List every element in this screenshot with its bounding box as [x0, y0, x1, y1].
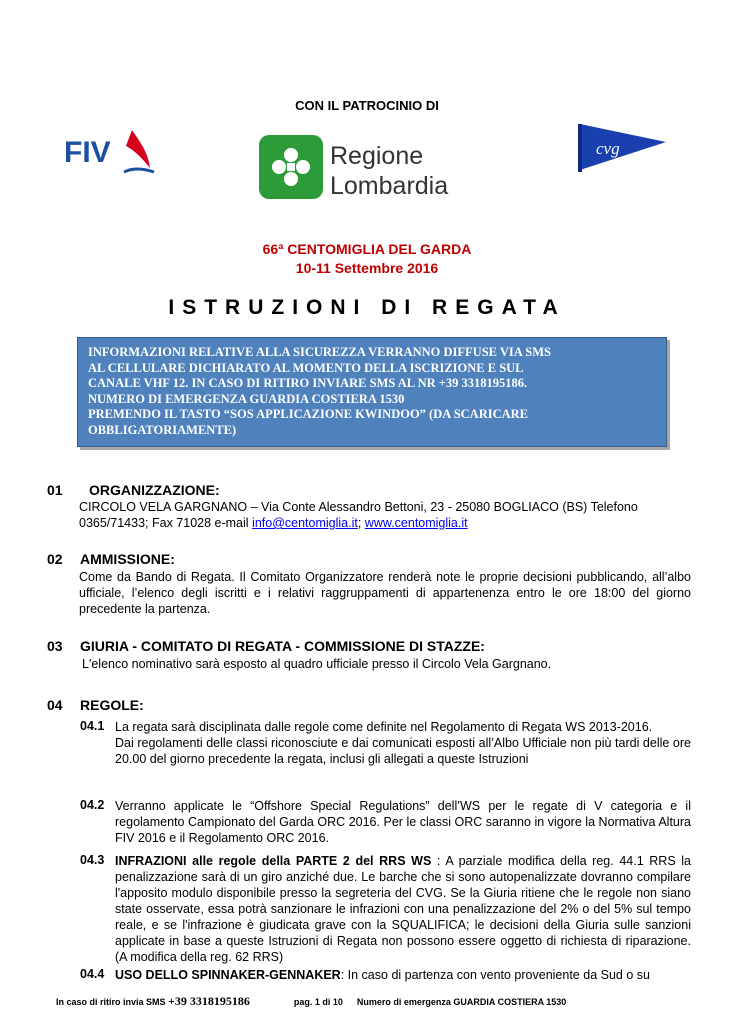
safety-info-box	[77, 337, 667, 447]
section-number: 02	[47, 551, 63, 567]
section-number: 03	[47, 638, 63, 654]
organizer-phone-fax: 0365/71433; Fax 71028 e-mail	[79, 516, 253, 530]
section-title-ammissione: AMMISSIONE:	[80, 551, 175, 567]
fiv-logo	[62, 128, 158, 176]
section-number: 01	[47, 482, 63, 498]
section-title-organizzazione: ORGANIZZAZIONE:	[89, 482, 220, 498]
cvg-logo-graphic	[576, 122, 668, 174]
cvg-logo	[576, 122, 668, 174]
rule-paragraph: La regata sarà disciplinata dalle regole come definite nel Regolamento di Regata WS 2013-2016.	[115, 720, 653, 734]
event-name: 66ª CENTOMIGLIA DEL GARDA	[262, 241, 472, 257]
organizer-contacts	[79, 515, 691, 531]
cvg-logo-text: cvg	[596, 139, 620, 158]
rule-number: 04.1	[80, 719, 105, 733]
email-link[interactable]: info@centomiglia.it	[252, 516, 358, 530]
patrocinio-label: CON IL PATROCINIO DI	[295, 98, 439, 113]
safety-info-line: CANALE VHF 12. IN CASO DI RITIRO INVIARE SMS AL NR +39 3318195186.	[88, 376, 528, 391]
rule-text-04-2: Verranno applicate le “Offshore Special Regulations” dell’WS per le regate di V categoria e il regolamento Campionato del Garda ORC 2016. Per le classi ORC saranno in vigore la Normativa Altura FIV 2016 e il Regolamento ORC 2016.	[115, 799, 691, 845]
footer-emergency: Numero di emergenza GUARDIA COSTIERA 1530	[356, 997, 567, 1007]
rule-number: 04.3	[80, 853, 105, 867]
regione-lombardia-graphic	[258, 134, 480, 202]
rule-text-04-4	[115, 967, 705, 983]
safety-info-line: NUMERO DI EMERGENZA GUARDIA COSTIERA 1530	[88, 391, 405, 406]
rule-heading: INFRAZIONI alle regole della PARTE 2 del RRS WS	[115, 854, 432, 868]
safety-info-line: INFORMAZIONI RELATIVE ALLA SICUREZZA VERRANNO DIFFUSE VIA SMS	[88, 345, 551, 359]
safety-info-text	[88, 345, 658, 439]
rule-body: : In caso di partenza con vento proveniente da Sud o su	[340, 968, 650, 982]
section-number: 04	[47, 697, 63, 713]
rule-text-04-3	[115, 853, 691, 965]
rule-number: 04.2	[80, 798, 105, 812]
contact-separator: ;	[357, 516, 365, 530]
footer-page-number: pag. 1 di 10	[293, 997, 343, 1007]
event-dates: 10-11 Settembre 2016	[295, 260, 439, 276]
section-body-ammissione: Come da Bando di Regata. Il Comitato Organizzatore renderà note le proprie decisioni pubblicando, all’albo ufficiale, l’elenco degli iscritti e i relativi raggruppamenti di appartenenza entro le ore 18:00 del giorno precedente la partenza.	[79, 570, 691, 616]
regione-logo-line2: Lombardia	[330, 172, 449, 200]
fiv-logo-text: FIV	[64, 136, 111, 169]
fiv-logo-graphic	[62, 128, 158, 176]
rule-heading: USO DELLO SPINNAKER-GENNAKER	[115, 968, 341, 982]
organizer-address: CIRCOLO VELA GARGNANO – Via Conte Alessandro Bettoni, 23 - 25080 BOGLIACO (BS) Telefono	[79, 500, 638, 514]
footer-ritiro-label: In caso di ritiro invia SMS	[56, 997, 169, 1007]
rule-text-04-1	[115, 719, 691, 767]
page-footer	[56, 994, 572, 1009]
footer-phone: +39 3318195186	[168, 994, 250, 1008]
regione-lombardia-logo	[258, 134, 480, 202]
rule-number: 04.4	[80, 967, 105, 981]
rule-paragraph: Dai regolamenti delle classi riconosciute e dai comunicati esposti all’Albo Ufficiale non più tardi delle ore 20.00 del giorno precedente la regata, inclusi gli allegati a queste Istruzioni	[115, 736, 691, 766]
section-title-giuria: GIURIA - COMITATO DI REGATA - COMMISSIONE DI STAZZE:	[80, 638, 485, 654]
section-body-organizzazione	[79, 499, 691, 531]
safety-info-line: PREMENDO IL TASTO “SOS APPLICAZIONE KWINDOO” (DA SCARICARE	[88, 407, 529, 422]
safety-info-line: AL CELLULARE DICHIARATO AL MOMENTO DELLA ISCRIZIONE E SUL	[88, 360, 524, 375]
section-body-giuria: L'elenco nominativo sarà esposto al quadro ufficiale presso il Circolo Vela Gargnano.	[82, 657, 552, 671]
document-title: ISTRUZIONI DI REGATA	[168, 296, 566, 319]
regione-logo-line1: Regione	[330, 142, 424, 170]
rule-body: : A parziale modifica della reg. 44.1 RRS la penalizzazione sarà di un giro anziché due. Le barche che si sono autopenalizzate dovranno compilare l'apposito modulo disponibile presso la segreteria del CVG. Se la Giuria ritiene che le regole non siano state osservate, essa potrà sanzionare le infrazioni con una penalizzazione del 2% o del 5% sul tempo reale, e se l'infrazione è giudicata grave con la SQUALIFICA; le decisioni della Giuria sulle sanzioni applicate in base a queste Istruzioni di Regata non possono essere oggetto di richiesta di riparazione. (A modifica della reg. 62 RRS)	[115, 854, 692, 964]
event-title	[0, 240, 734, 278]
section-title-regole: REGOLE:	[80, 697, 144, 713]
website-link[interactable]: www.centomiglia.it	[364, 516, 468, 530]
safety-info-line: OBBLIGATORIAMENTE)	[88, 422, 237, 437]
